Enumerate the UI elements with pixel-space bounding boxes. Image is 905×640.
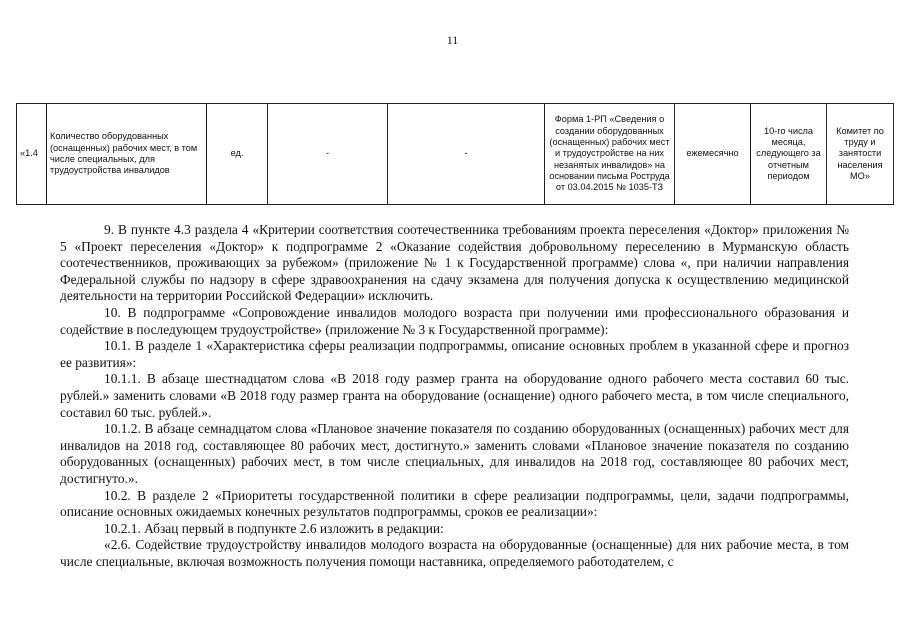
paragraph: 10.2.1. Абзац первый в подпункте 2.6 изложить в редакции: xyxy=(104,520,444,536)
responsible-cell: Комитет по труду и занятости населения МО» xyxy=(827,104,894,205)
paragraph: 10.1. В разделе 1 «Характеристика сферы реализации подпрограммы, описание основных проблем в указанной сфере и прогноз ее развития»: xyxy=(60,338,849,370)
page-number: 11 xyxy=(446,33,459,47)
paragraph: «2.6. Содействие трудоустройству инвалидов молодого возраста на оборудованные (оснащенные) для них рабочие места, в том числе специальные, включая возможность получения помощи наставника, определяемого работодателем, с xyxy=(60,537,849,569)
value-cell-1: - xyxy=(268,104,388,205)
unit-cell: ед. xyxy=(207,104,268,205)
document-body xyxy=(60,222,849,570)
row-number-cell: «1.4 xyxy=(17,104,47,205)
paragraph: 10. В подпрограмме «Сопровождение инвалидов молодого возраста при получении ими профессионального образования и содействие в последующем трудоустройстве» (приложение № 3 к Государственной программе): xyxy=(60,304,849,337)
frequency-cell: ежемесячно xyxy=(675,104,751,205)
value-cell-2: - xyxy=(388,104,545,205)
paragraph: 10.1.2. В абзаце семнадцатом слова «Плановое значение показателя по созданию оборудованных (оснащенных) рабочих мест для инвалидов на 2018 год, составляющее 80 рабочих мест, достигнуто.» заменить словами «Плановое значение показателя по созданию оборудованных (оснащенных) рабочих мест, в том числе специальных, для инвалидов на 2018 год, составляющее 80 рабочих мест, достигнуто.». xyxy=(60,421,849,486)
paragraph: 9. В пункте 4.3 раздела 4 «Критерии соответствия соотечественника требованиям проекта переселения «Доктор» приложения № 5 «Проект переселения «Доктор» к подпрограмме 2 «Оказание содействия добровольному переселению в Мурманскую область соотечественников, проживающих за рубежом» (приложение № 1 к Государственной программе) слова «, при наличии направления Федеральной службы по надзору в сфере здравоохранения на сдачу экзамена для получения допуска к осуществлению медицинской деятельности на территории Российской Федерации» исключить. xyxy=(60,222,849,304)
indicator-name-cell: Количество оборудованных (оснащенных) рабочих мест, в том числе специальных, для трудоустройства инвалидов xyxy=(47,104,207,205)
table-row xyxy=(17,104,894,205)
deadline-cell: 10-го числа месяца, следующего за отчетным периодом xyxy=(751,104,827,205)
paragraph: 10.2. В разделе 2 «Приоритеты государственной политики в сфере реализации подпрограммы, цели, задачи подпрограммы, описание основных ожидаемых конечных результатов подпрограммы, сроков ее реализации»: xyxy=(60,487,849,520)
source-cell: Форма 1-РП «Сведения о создании оборудованных (оснащенных) рабочих мест и трудоустройстве на них незанятых инвалидов» на основании письма Роструда от 03.04.2015 № 1035-ТЗ xyxy=(545,104,675,205)
paragraph: 10.1.1. В абзаце шестнадцатом слова «В 2018 году размер гранта на оборудование одного рабочего места составил 60 тыс. рублей.» заменить словами «В 2018 году размер гранта на оборудование (оснащение) одного рабочего места, в том числе специального, составил 60 тыс. рублей.». xyxy=(60,371,849,420)
indicator-table xyxy=(16,103,894,205)
